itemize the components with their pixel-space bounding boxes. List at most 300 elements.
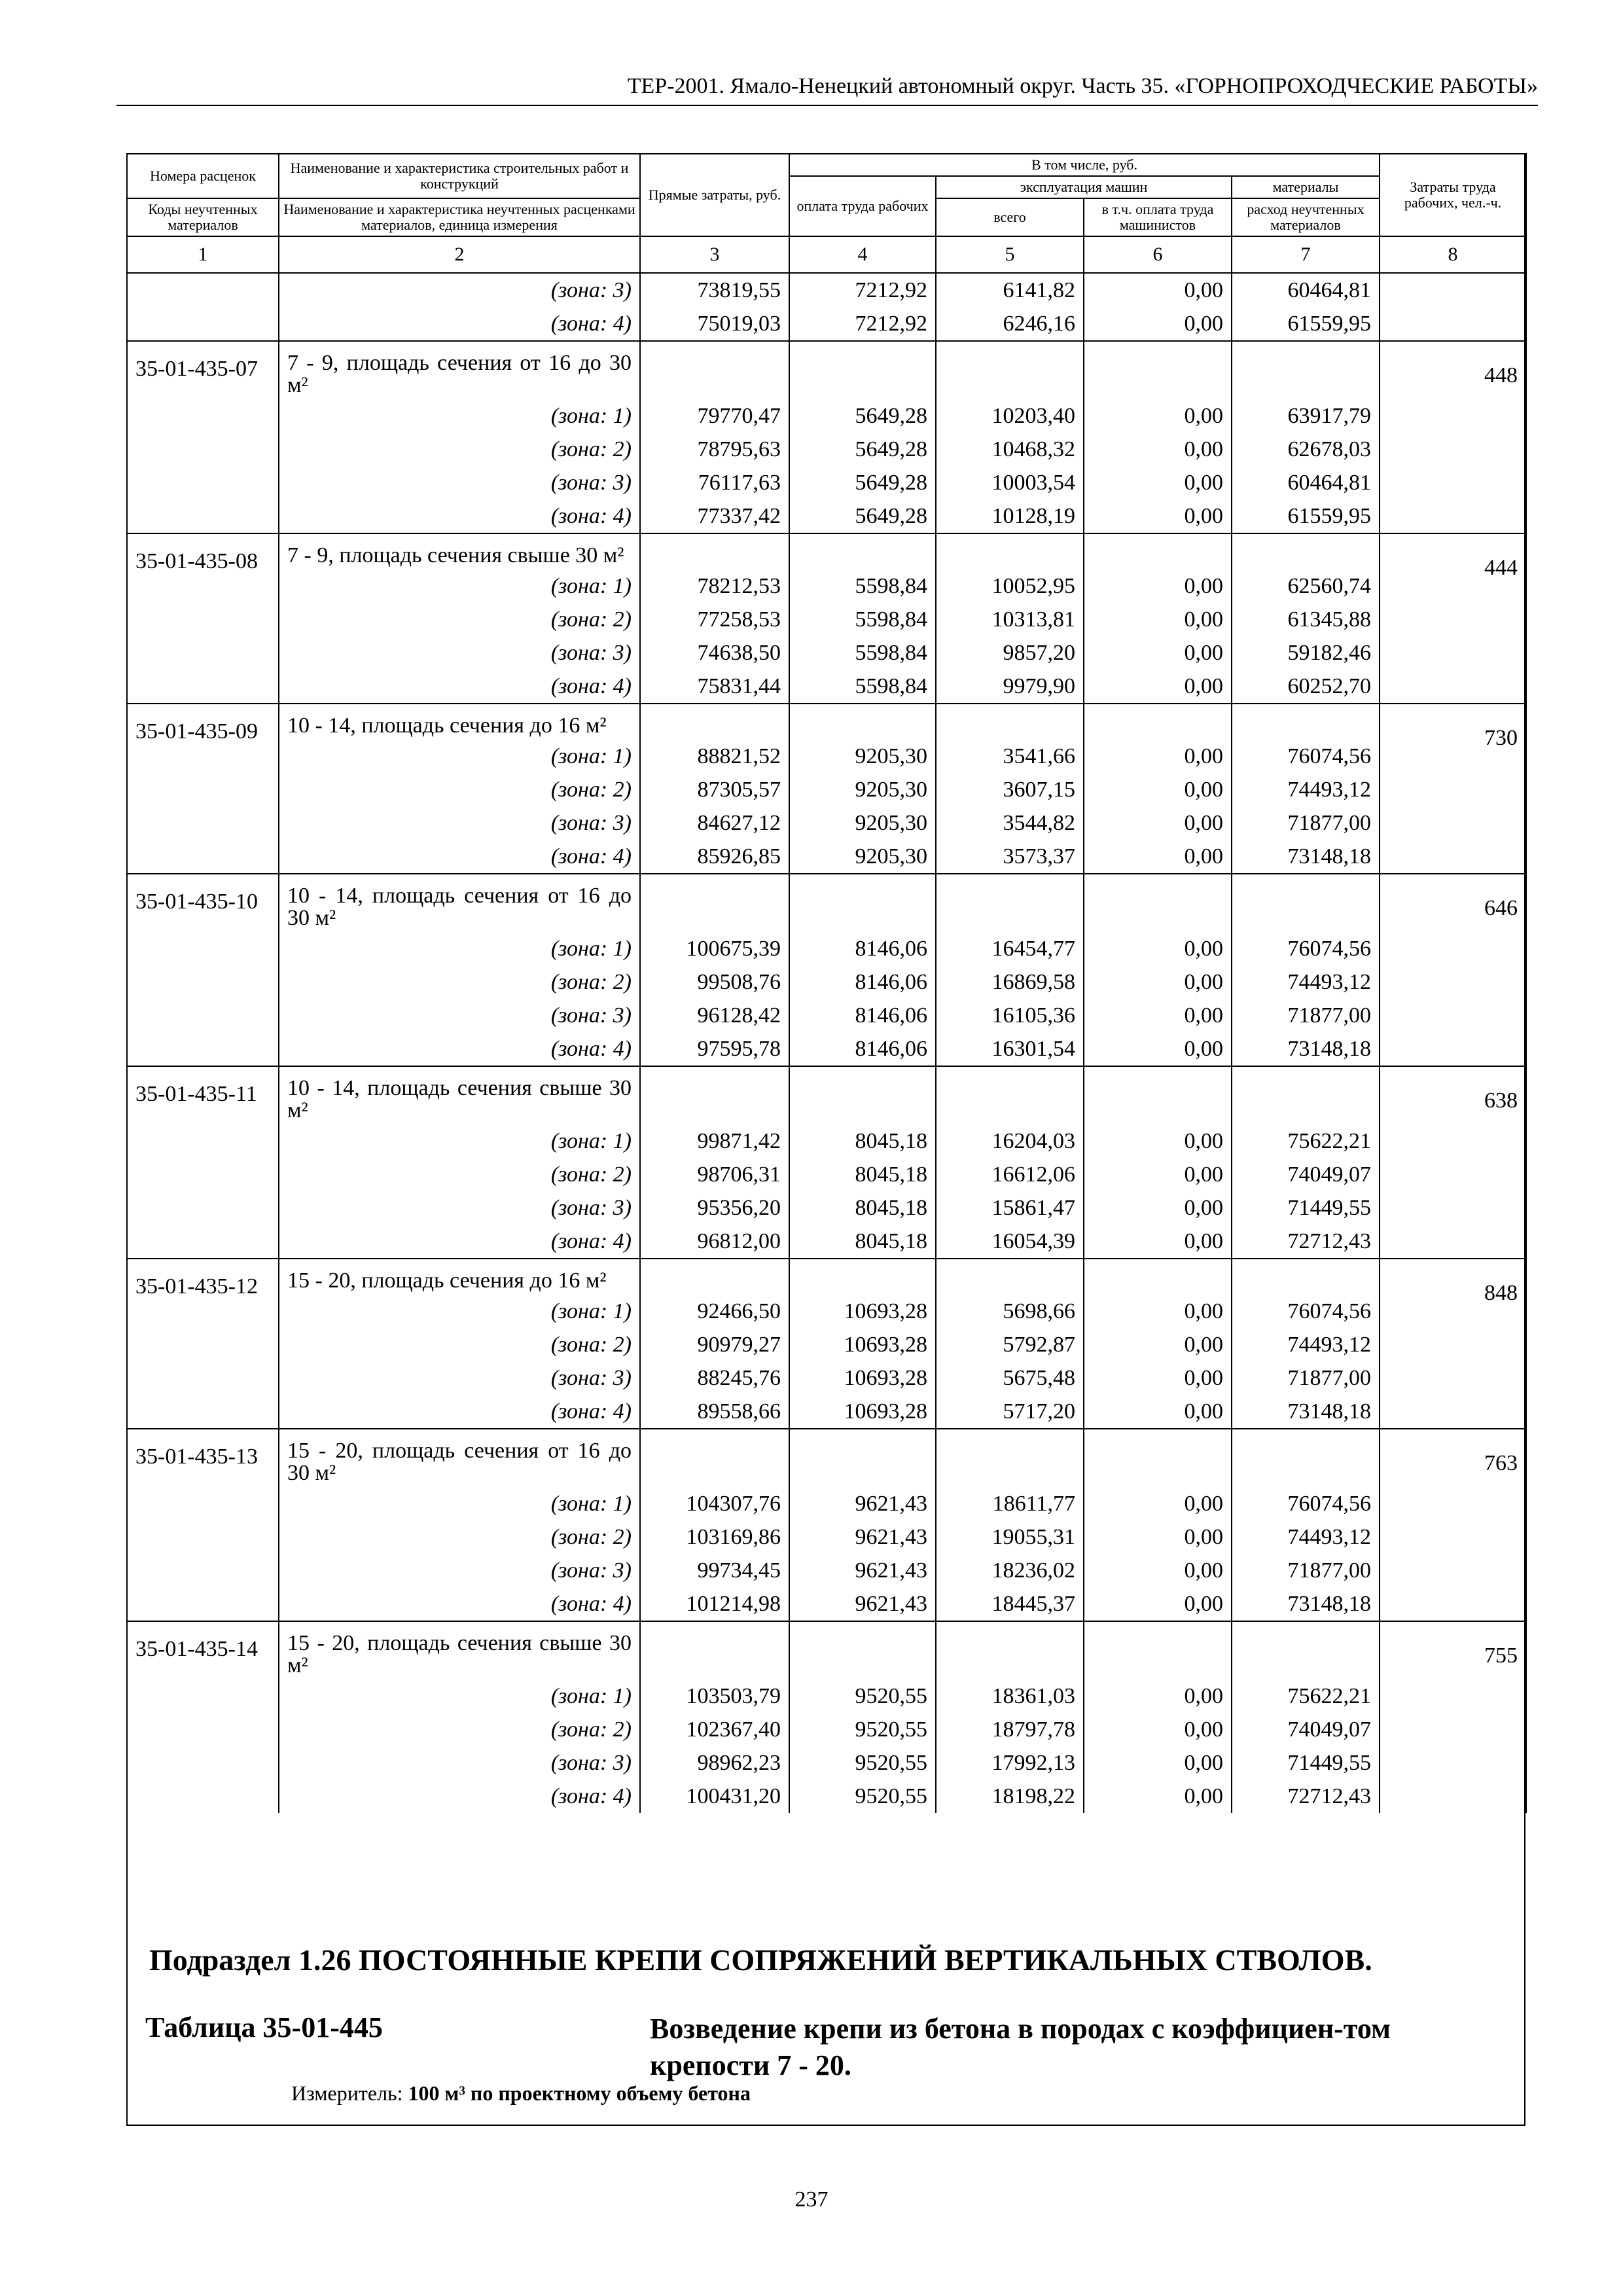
zone-cell: (зона: 2) (279, 1713, 640, 1746)
code-cell (127, 273, 279, 307)
labor-pay-cell: 8045,18 (789, 1191, 936, 1225)
labor-pay-cell: 9520,55 (789, 1679, 936, 1713)
machines-cell: 17992,13 (936, 1746, 1084, 1780)
labor-pay-cell: 8045,18 (789, 1225, 936, 1259)
empty-cell (936, 874, 1084, 932)
col-number: 8 (1380, 236, 1526, 273)
direct-cell: 88245,76 (640, 1361, 789, 1395)
direct-cell: 97595,78 (640, 1032, 789, 1066)
table-row (127, 1361, 1526, 1395)
zone-cell: (зона: 3) (279, 1746, 640, 1780)
direct-cell: 79770,47 (640, 399, 789, 433)
materials-cell: 74493,12 (1232, 965, 1380, 999)
direct-cell: 103169,86 (640, 1520, 789, 1554)
zone-cell: (зона: 1) (279, 740, 640, 773)
empty-cell (936, 341, 1084, 399)
labor-pay-cell: 8045,18 (789, 1124, 936, 1158)
machines-header: эксплуатация машин (936, 176, 1232, 198)
table-row (127, 840, 1526, 874)
col7-header: расход неучтенных материалов (1232, 198, 1380, 236)
work-title: 7 - 9, площадь сечения свыше 30 м² (279, 533, 640, 569)
direct-cell: 95356,20 (640, 1191, 789, 1225)
empty-cell (1232, 1259, 1380, 1295)
direct-cell: 77258,53 (640, 603, 789, 636)
price-table (126, 153, 1527, 1813)
machinists-cell: 0,00 (1084, 1225, 1232, 1259)
group-row (127, 1429, 1526, 1487)
labor-pay-cell: 8146,06 (789, 999, 936, 1032)
table-row (127, 740, 1526, 773)
materials-cell: 74049,07 (1232, 1713, 1380, 1746)
col4-header: оплата труда рабочих (789, 176, 936, 236)
materials-cell: 71877,00 (1232, 999, 1380, 1032)
empty-cell (640, 1429, 789, 1487)
table-row (127, 1780, 1526, 1813)
empty-cell (640, 704, 789, 740)
machines-cell: 10003,54 (936, 466, 1084, 499)
labor-pay-cell: 9205,30 (789, 740, 936, 773)
direct-cell: 99871,42 (640, 1124, 789, 1158)
machinists-cell: 0,00 (1084, 466, 1232, 499)
direct-cell: 77337,42 (640, 499, 789, 533)
zone-cell: (зона: 1) (279, 399, 640, 433)
direct-cell: 73819,55 (640, 273, 789, 307)
running-header: ТЕР-2001. Ямало-Ненецкий автономный округ. Часть 35. «ГОРНОПРОХОДЧЕСКИЕ РАБОТЫ» (116, 68, 1538, 106)
machinists-cell: 0,00 (1084, 1295, 1232, 1328)
work-title: 15 - 20, площадь сечения свыше 30 м² (279, 1621, 640, 1679)
labor-pay-cell: 5649,28 (789, 399, 936, 433)
labor-hours: 646 (1380, 874, 1526, 1066)
incl-header: В том числе, руб. (789, 154, 1380, 176)
direct-cell: 90979,27 (640, 1328, 789, 1361)
empty-cell (789, 1621, 936, 1679)
empty-cell (640, 874, 789, 932)
materials-cell: 62678,03 (1232, 433, 1380, 466)
machinists-cell: 0,00 (1084, 1520, 1232, 1554)
machinists-cell: 0,00 (1084, 932, 1232, 965)
zone-cell: (зона: 3) (279, 636, 640, 670)
direct-cell: 100675,39 (640, 932, 789, 965)
machines-cell: 3544,82 (936, 806, 1084, 840)
labor-pay-cell: 9621,43 (789, 1587, 936, 1621)
materials-cell: 71877,00 (1232, 1554, 1380, 1587)
col-number: 1 (127, 236, 279, 273)
table-name: Таблица 35-01-445 (145, 2011, 383, 2043)
machinists-cell: 0,00 (1084, 399, 1232, 433)
empty-cell (640, 1259, 789, 1295)
machines-cell: 18236,02 (936, 1554, 1084, 1587)
machinists-cell: 0,00 (1084, 636, 1232, 670)
col1-bottom-header: Коды неучтенных материалов (127, 198, 279, 236)
col3-header: Прямые затраты, руб. (640, 154, 789, 236)
labor-pay-cell: 5649,28 (789, 499, 936, 533)
col2-bottom-header: Наименование и характеристика неучтенных расценками материалов, единица измерения (279, 198, 640, 236)
empty-cell (1084, 533, 1232, 569)
zone-cell: (зона: 3) (279, 1361, 640, 1395)
direct-cell: 75831,44 (640, 670, 789, 704)
labor-pay-cell: 5598,84 (789, 670, 936, 704)
direct-cell: 100431,20 (640, 1780, 789, 1813)
empty-cell (789, 1429, 936, 1487)
col-number: 7 (1232, 236, 1380, 273)
materials-cell: 74493,12 (1232, 1328, 1380, 1361)
machines-cell: 3607,15 (936, 773, 1084, 806)
direct-cell: 103503,79 (640, 1679, 789, 1713)
labor-pay-cell: 9621,43 (789, 1520, 936, 1554)
rate-code: 35-01-435-11 (127, 1066, 279, 1259)
materials-cell: 73148,18 (1232, 840, 1380, 874)
machinists-cell: 0,00 (1084, 1191, 1232, 1225)
table-row (127, 569, 1526, 603)
empty-cell (640, 533, 789, 569)
materials-cell: 75622,21 (1232, 1124, 1380, 1158)
rate-code: 35-01-435-07 (127, 341, 279, 533)
empty-cell (640, 1066, 789, 1124)
table-row (127, 999, 1526, 1032)
direct-cell: 92466,50 (640, 1295, 789, 1328)
empty-cell (789, 874, 936, 932)
machines-cell: 16105,36 (936, 999, 1084, 1032)
labor-hours: 755 (1380, 1621, 1526, 1813)
col-number: 3 (640, 236, 789, 273)
labor-hours: 448 (1380, 341, 1526, 533)
table-row (127, 1328, 1526, 1361)
materials-cell: 60464,81 (1232, 273, 1380, 307)
machinists-cell: 0,00 (1084, 1746, 1232, 1780)
zone-cell: (зона: 4) (279, 499, 640, 533)
subsection-title: Подраздел 1.26 ПОСТОЯННЫЕ КРЕПИ СОПРЯЖЕНИЙ ВЕРТИКАЛЬНЫХ СТВОЛОВ. (149, 1943, 1372, 1977)
direct-cell: 96128,42 (640, 999, 789, 1032)
table-row (127, 399, 1526, 433)
machinists-cell: 0,00 (1084, 603, 1232, 636)
machinists-cell: 0,00 (1084, 740, 1232, 773)
machines-cell: 18361,03 (936, 1679, 1084, 1713)
zone-cell: (зона: 4) (279, 670, 640, 704)
labor-pay-cell: 10693,28 (789, 1328, 936, 1361)
empty-cell (1232, 874, 1380, 932)
zone-cell: (зона: 1) (279, 1295, 640, 1328)
zone-cell: (зона: 4) (279, 1780, 640, 1813)
machines-cell: 18611,77 (936, 1487, 1084, 1520)
direct-cell: 74638,50 (640, 636, 789, 670)
table-title: Возведение крепи из бетона в породах с коэффициен-том крепости 7 - 20. (650, 2013, 1391, 2081)
col-number: 4 (789, 236, 936, 273)
zone-cell: (зона: 4) (279, 307, 640, 341)
table-row (127, 1158, 1526, 1191)
machines-cell: 6246,16 (936, 307, 1084, 341)
table-row (127, 1587, 1526, 1621)
labor-pay-cell: 8146,06 (789, 1032, 936, 1066)
labor-pay-cell: 7212,92 (789, 273, 936, 307)
labor-pay-cell: 10693,28 (789, 1361, 936, 1395)
materials-cell: 71449,55 (1232, 1746, 1380, 1780)
table-row (127, 433, 1526, 466)
zone-cell: (зона: 2) (279, 603, 640, 636)
materials-cell: 61559,95 (1232, 499, 1380, 533)
machinists-cell: 0,00 (1084, 1124, 1232, 1158)
col-number: 2 (279, 236, 640, 273)
rate-code: 35-01-435-10 (127, 874, 279, 1066)
zone-cell: (зона: 4) (279, 1032, 640, 1066)
col-number: 5 (936, 236, 1084, 273)
empty-cell (936, 704, 1084, 740)
empty-cell (936, 1621, 1084, 1679)
machines-cell: 10313,81 (936, 603, 1084, 636)
labor-pay-cell: 9520,55 (789, 1713, 936, 1746)
empty-cell (1084, 1066, 1232, 1124)
materials-cell: 76074,56 (1232, 740, 1380, 773)
materials-cell: 72712,43 (1232, 1225, 1380, 1259)
col2-top-header: Наименование и характеристика строительных работ и конструкций (279, 154, 640, 198)
group-row (127, 341, 1526, 399)
labor-pay-cell: 9520,55 (789, 1746, 936, 1780)
empty-cell (936, 1429, 1084, 1487)
empty-cell (640, 1621, 789, 1679)
direct-cell: 98962,23 (640, 1746, 789, 1780)
work-title: 15 - 20, площадь сечения от 16 до 30 м² (279, 1429, 640, 1487)
direct-cell: 88821,52 (640, 740, 789, 773)
machines-cell: 15861,47 (936, 1191, 1084, 1225)
labor-hours: 763 (1380, 1429, 1526, 1621)
work-title: 7 - 9, площадь сечения от 16 до 30 м² (279, 341, 640, 399)
machines-cell: 10128,19 (936, 499, 1084, 533)
work-title: 10 - 14, площадь сечения до 16 м² (279, 704, 640, 740)
empty-cell (789, 1259, 936, 1295)
table-row (127, 932, 1526, 965)
zone-cell: (зона: 2) (279, 433, 640, 466)
direct-cell: 98706,31 (640, 1158, 789, 1191)
table-row (127, 466, 1526, 499)
labor-pay-cell: 7212,92 (789, 307, 936, 341)
materials-cell: 59182,46 (1232, 636, 1380, 670)
zone-cell: (зона: 4) (279, 1225, 640, 1259)
zone-cell: (зона: 3) (279, 273, 640, 307)
table-row (127, 1124, 1526, 1158)
machinists-cell: 0,00 (1084, 433, 1232, 466)
machinists-cell: 0,00 (1084, 999, 1232, 1032)
machines-cell: 5792,87 (936, 1328, 1084, 1361)
empty-cell (1232, 1621, 1380, 1679)
empty-cell (936, 1066, 1084, 1124)
machinists-cell: 0,00 (1084, 1487, 1232, 1520)
rate-code: 35-01-435-08 (127, 533, 279, 704)
empty-cell (1084, 341, 1232, 399)
col8-header: Затраты труда рабочих, чел.-ч. (1380, 154, 1526, 236)
group-row (127, 704, 1526, 740)
zone-cell: (зона: 3) (279, 466, 640, 499)
machines-cell: 16204,03 (936, 1124, 1084, 1158)
labor-pay-cell: 5649,28 (789, 466, 936, 499)
machines-cell: 16612,06 (936, 1158, 1084, 1191)
zone-cell: (зона: 3) (279, 999, 640, 1032)
materials-cell: 71449,55 (1232, 1191, 1380, 1225)
labor-pay-cell: 5598,84 (789, 603, 936, 636)
rate-code: 35-01-435-13 (127, 1429, 279, 1621)
table-row (127, 806, 1526, 840)
labor-hours: 730 (1380, 704, 1526, 874)
machines-cell: 10468,32 (936, 433, 1084, 466)
zone-cell: (зона: 3) (279, 806, 640, 840)
machines-cell: 3573,37 (936, 840, 1084, 874)
zone-cell: (зона: 3) (279, 1554, 640, 1587)
direct-cell: 96812,00 (640, 1225, 789, 1259)
zone-cell: (зона: 2) (279, 1328, 640, 1361)
machines-cell: 3541,66 (936, 740, 1084, 773)
group-row (127, 1621, 1526, 1679)
machinists-cell: 0,00 (1084, 1780, 1232, 1813)
labor-pay-cell: 8146,06 (789, 965, 936, 999)
page-number: 237 (794, 2187, 829, 2212)
table-row (127, 1520, 1526, 1554)
machinists-cell: 0,00 (1084, 569, 1232, 603)
materials-cell: 74493,12 (1232, 773, 1380, 806)
machinists-cell: 0,00 (1084, 1713, 1232, 1746)
empty-cell (1084, 1429, 1232, 1487)
direct-cell: 102367,40 (640, 1713, 789, 1746)
machines-cell: 5675,48 (936, 1361, 1084, 1395)
empty-cell (789, 1066, 936, 1124)
empty-cell (1232, 1429, 1380, 1487)
table-row (127, 499, 1526, 533)
empty-cell (640, 341, 789, 399)
table-row (127, 670, 1526, 704)
machinists-cell: 0,00 (1084, 806, 1232, 840)
table-row (127, 1295, 1526, 1328)
labor-pay-cell: 8146,06 (789, 932, 936, 965)
table-row (127, 636, 1526, 670)
materials-cell: 73148,18 (1232, 1587, 1380, 1621)
zone-cell: (зона: 1) (279, 932, 640, 965)
empty-cell (789, 341, 936, 399)
col6-header: в т.ч. оплата труда машинистов (1084, 198, 1232, 236)
table-row (127, 1746, 1526, 1780)
machines-cell: 16869,58 (936, 965, 1084, 999)
direct-cell: 101214,98 (640, 1587, 789, 1621)
table-row (127, 1487, 1526, 1520)
machines-cell: 16454,77 (936, 932, 1084, 965)
rate-code: 35-01-435-09 (127, 704, 279, 874)
measure-label: Измеритель: (291, 2081, 403, 2105)
empty-cell (1232, 341, 1380, 399)
machines-cell: 10203,40 (936, 399, 1084, 433)
machinists-cell: 0,00 (1084, 307, 1232, 341)
machinists-cell: 0,00 (1084, 840, 1232, 874)
table-row (127, 1395, 1526, 1429)
machinists-cell: 0,00 (1084, 1395, 1232, 1429)
materials-cell: 76074,56 (1232, 1487, 1380, 1520)
direct-cell: 78212,53 (640, 569, 789, 603)
materials-cell: 74493,12 (1232, 1520, 1380, 1554)
machines-cell: 9979,90 (936, 670, 1084, 704)
direct-cell: 85926,85 (640, 840, 789, 874)
code-cell (127, 307, 279, 341)
zone-cell: (зона: 2) (279, 1520, 640, 1554)
labor-pay-cell: 9205,30 (789, 773, 936, 806)
empty-cell (1084, 1259, 1232, 1295)
table-row (127, 1225, 1526, 1259)
direct-cell: 75019,03 (640, 307, 789, 341)
table-row (127, 1679, 1526, 1713)
machinists-cell: 0,00 (1084, 1328, 1232, 1361)
machines-cell: 18445,37 (936, 1587, 1084, 1621)
table-row (127, 1032, 1526, 1066)
materials-cell: 60252,70 (1232, 670, 1380, 704)
materials-cell: 73148,18 (1232, 1395, 1380, 1429)
machinists-cell: 0,00 (1084, 1032, 1232, 1066)
rate-code: 35-01-435-14 (127, 1621, 279, 1813)
empty-cell (1084, 1621, 1232, 1679)
labor-pay-cell: 5598,84 (789, 569, 936, 603)
direct-cell: 99734,45 (640, 1554, 789, 1587)
machinists-cell: 0,00 (1084, 1361, 1232, 1395)
zone-cell: (зона: 2) (279, 965, 640, 999)
materials-cell: 73148,18 (1232, 1032, 1380, 1066)
direct-cell: 78795,63 (640, 433, 789, 466)
materials-cell: 76074,56 (1232, 1295, 1380, 1328)
work-title: 10 - 14, площадь сечения от 16 до 30 м² (279, 874, 640, 932)
zone-cell: (зона: 1) (279, 1487, 640, 1520)
machines-cell: 5698,66 (936, 1295, 1084, 1328)
materials-cell: 61345,88 (1232, 603, 1380, 636)
empty-cell (1084, 704, 1232, 740)
work-title: 10 - 14, площадь сечения свыше 30 м² (279, 1066, 640, 1124)
labor-hours: 444 (1380, 533, 1526, 704)
empty-cell (1232, 533, 1380, 569)
machines-cell: 18797,78 (936, 1713, 1084, 1746)
labor-hours: 638 (1380, 1066, 1526, 1259)
labor-pay-cell: 9205,30 (789, 806, 936, 840)
empty-cell (789, 533, 936, 569)
zone-cell: (зона: 2) (279, 1158, 640, 1191)
table-row (127, 773, 1526, 806)
zone-cell: (зона: 2) (279, 773, 640, 806)
direct-cell: 87305,57 (640, 773, 789, 806)
machines-cell: 6141,82 (936, 273, 1084, 307)
machinists-cell: 0,00 (1084, 1587, 1232, 1621)
empty-cell (936, 1259, 1084, 1295)
zone-cell: (зона: 4) (279, 840, 640, 874)
table-row (127, 1554, 1526, 1587)
zone-cell: (зона: 1) (279, 569, 640, 603)
materials-cell: 60464,81 (1232, 466, 1380, 499)
labor-cell (1380, 307, 1526, 341)
col5-header: всего (936, 198, 1084, 236)
machinists-cell: 0,00 (1084, 1554, 1232, 1587)
materials-cell: 63917,79 (1232, 399, 1380, 433)
labor-pay-cell: 8045,18 (789, 1158, 936, 1191)
rate-code: 35-01-435-12 (127, 1259, 279, 1429)
machinists-cell: 0,00 (1084, 670, 1232, 704)
materials-cell: 62560,74 (1232, 569, 1380, 603)
machinists-cell: 0,00 (1084, 1158, 1232, 1191)
materials-header: материалы (1232, 176, 1380, 198)
direct-cell: 84627,12 (640, 806, 789, 840)
machines-cell: 18198,22 (936, 1780, 1084, 1813)
direct-cell: 99508,76 (640, 965, 789, 999)
machines-cell: 19055,31 (936, 1520, 1084, 1554)
zone-cell: (зона: 1) (279, 1679, 640, 1713)
zone-cell: (зона: 4) (279, 1395, 640, 1429)
labor-pay-cell: 9520,55 (789, 1780, 936, 1813)
table-row (127, 1191, 1526, 1225)
table-row (127, 1713, 1526, 1746)
direct-cell: 104307,76 (640, 1487, 789, 1520)
labor-pay-cell: 5649,28 (789, 433, 936, 466)
zone-cell: (зона: 1) (279, 1124, 640, 1158)
materials-cell: 76074,56 (1232, 932, 1380, 965)
materials-cell: 75622,21 (1232, 1679, 1380, 1713)
materials-cell: 71877,00 (1232, 806, 1380, 840)
